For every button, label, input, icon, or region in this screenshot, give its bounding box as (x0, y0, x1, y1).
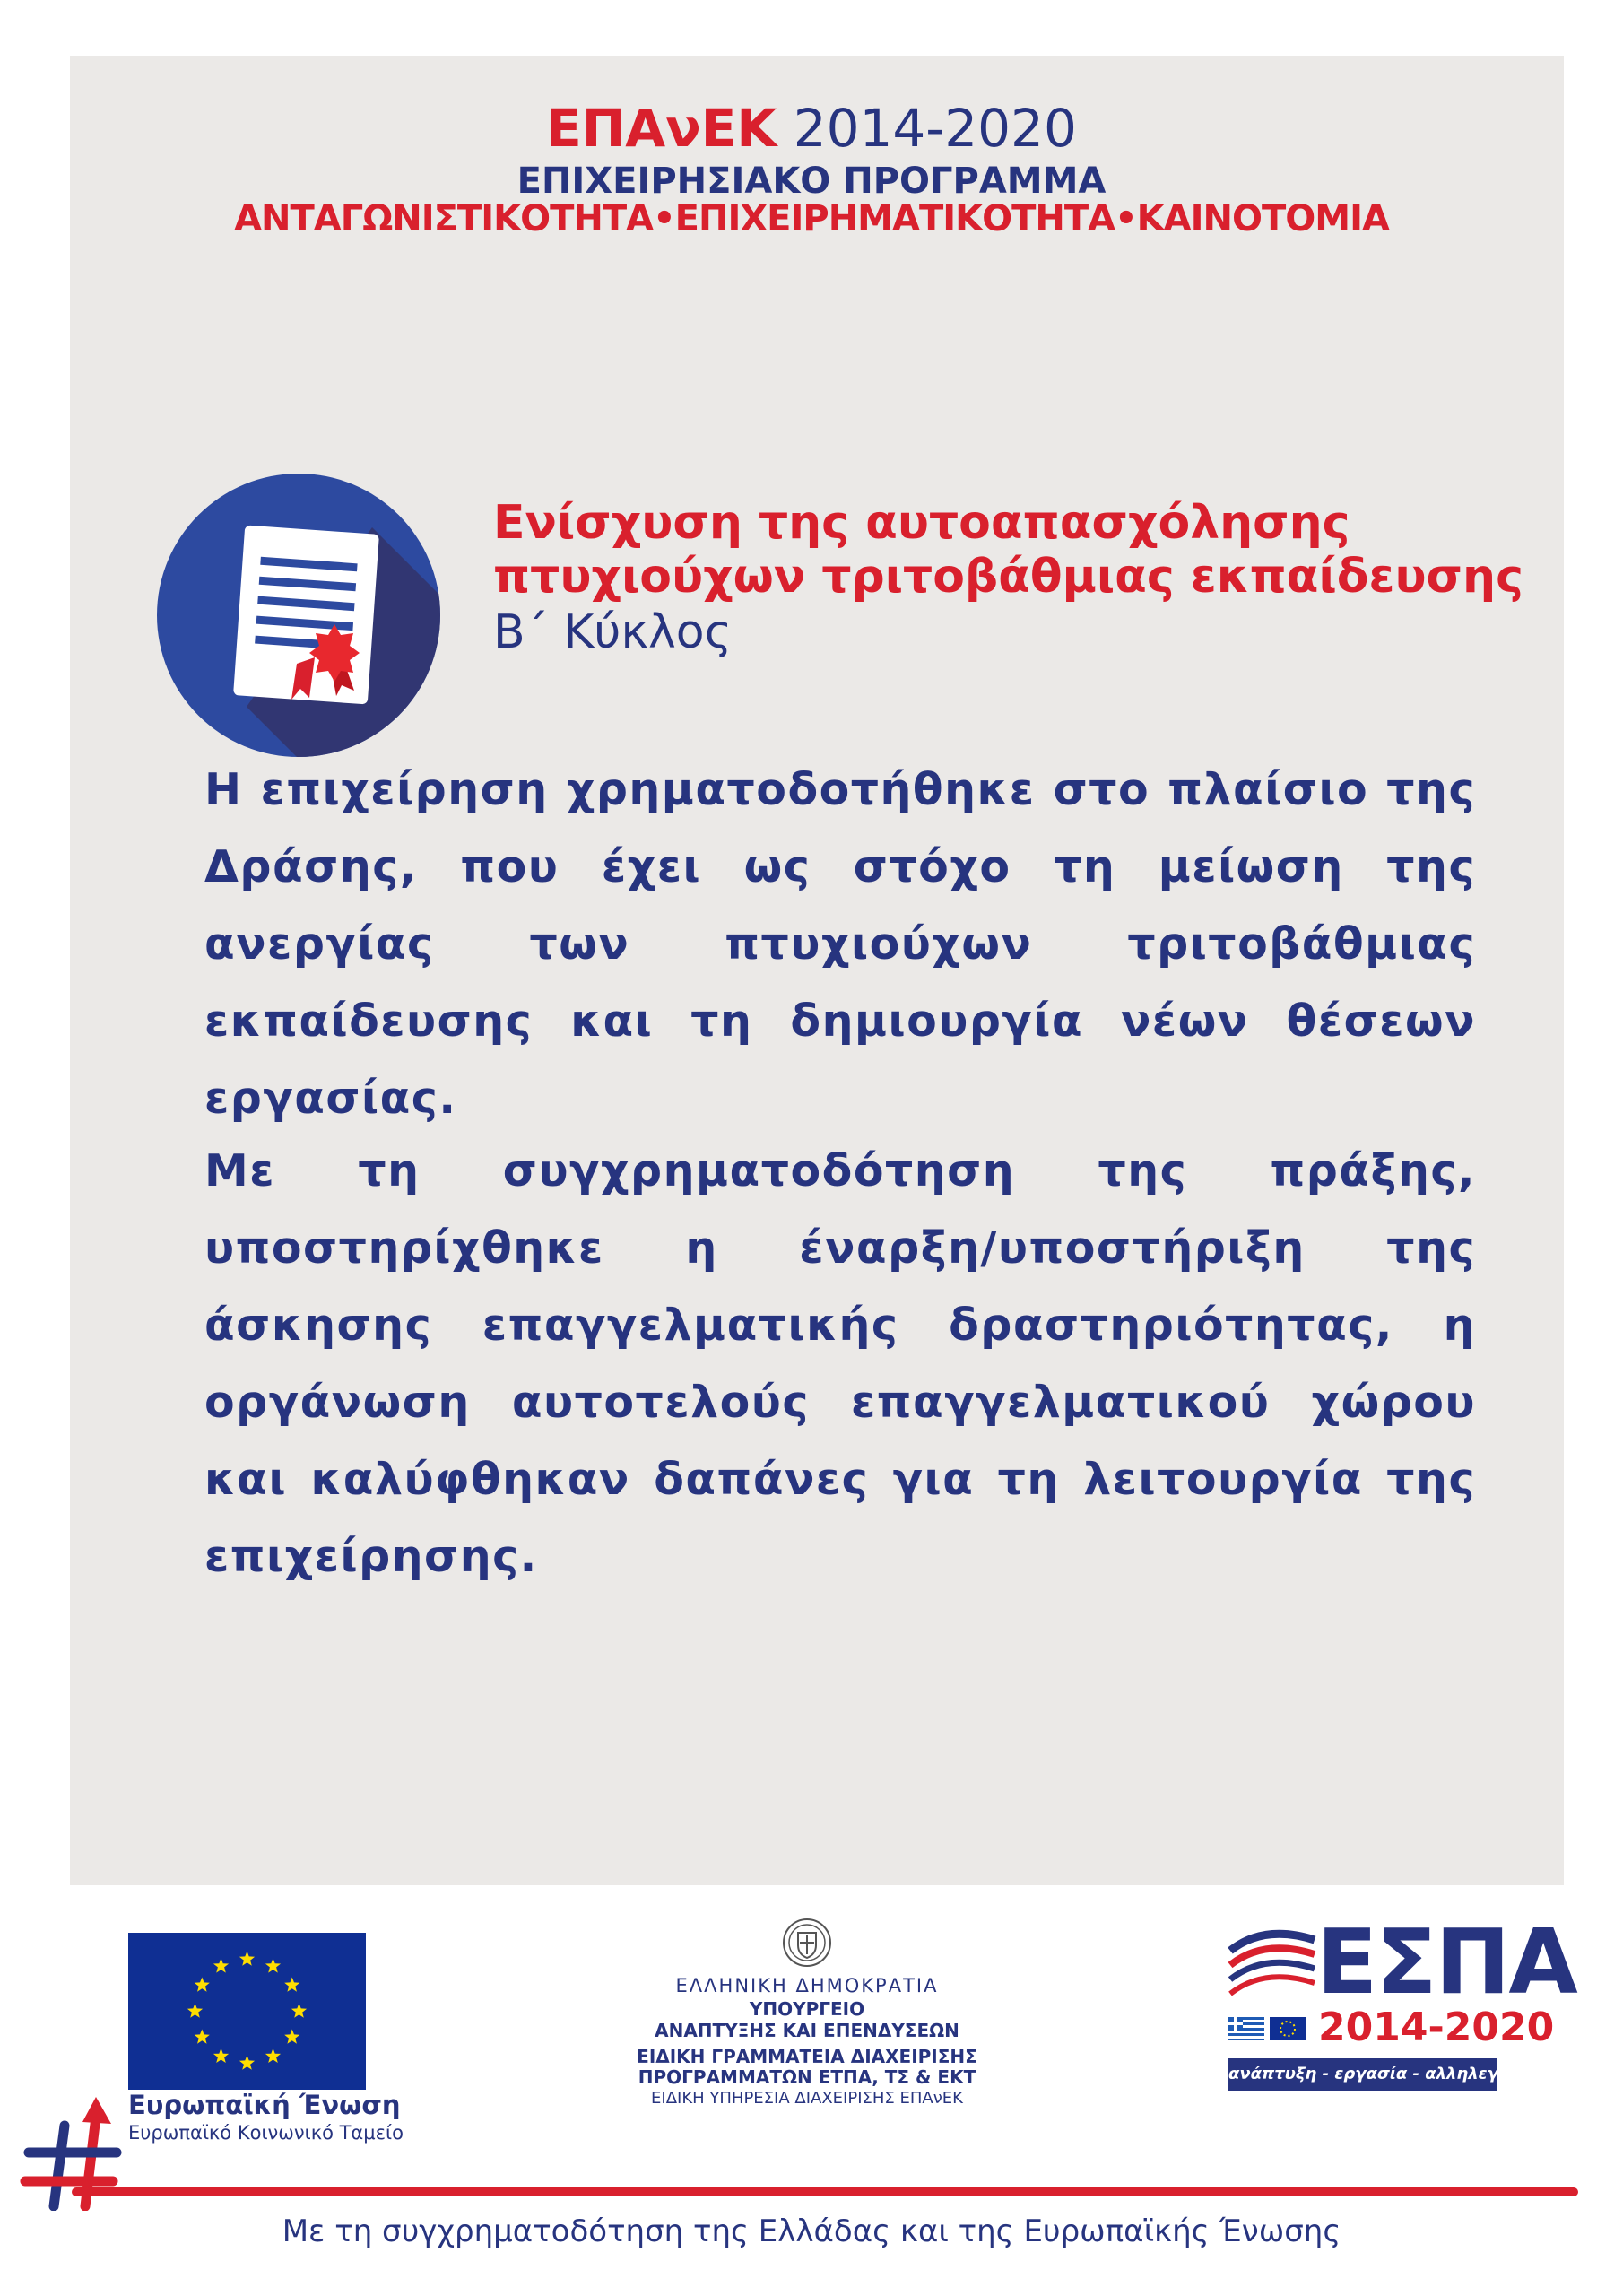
ministry-logo (574, 1915, 1040, 2109)
flags-icon (1228, 2015, 1309, 2042)
program-years: 2014-2020 (793, 98, 1077, 159)
program-brand: ΕΠΑνΕΚ (546, 98, 777, 159)
gov-line5: ΠΡΟΓΡΑΜΜΑΤΩΝ ΕΤΠΑ, ΤΣ & ΕΚΤ (638, 2066, 976, 2088)
program-subtitle: ΕΠΙΧΕΙΡΗΣΙΑΚΟ ΠΡΟΓΡΑΜΜΑ (516, 161, 1107, 202)
gov-line6: ΕΙΔΙΚΗ ΥΠΗΡΕΣΙΑ ΔΙΑΧΕΙΡΙΣΗΣ ΕΠΑνΕΚ (651, 2089, 963, 2108)
espa-years: 2014-2020 (1318, 2005, 1555, 2050)
eu-sublabel: Ευρωπαϊκό Κοινωνικό Ταμείο (128, 2122, 404, 2144)
greek-emblem-icon (781, 1915, 833, 1970)
gov-line3: ΑΝΑΠΤΥΞΗΣ ΚΑΙ ΕΠΕΝΔΥΣΕΩΝ (655, 2020, 959, 2041)
espa-slogan: ανάπτυξη - εργασία - αλληλεγγύη (1228, 2058, 1497, 2091)
action-title-line1: Ενίσχυση της αυτοαπασχόλησης (493, 496, 1350, 550)
action-title-line2: πτυχιούχων τριτοβάθμιας εκπαίδευσης (493, 550, 1523, 604)
gov-line2: ΥΠΟΥΡΓΕΙΟ (749, 1998, 865, 2020)
footer-divider (72, 2187, 1578, 2196)
body-paragraph-1: Η επιχείρηση χρηματοδοτήθηκε στο πλαίσιο της Δράσης, που έχει ως στόχο τη μείωση της ανεργίας των πτυχιούχων τριτοβάθμιας εκπαίδευσης και τη δημιουργία νέων θέσεων εργασίας. (204, 764, 1476, 1124)
certificate-icon (157, 474, 440, 757)
eu-label: Ευρωπαϊκή Ένωση (128, 2090, 401, 2120)
espa-word: ΕΣΠΑ (1316, 1909, 1576, 2014)
eu-flag-icon (128, 1933, 366, 2090)
espa-wave-icon (1228, 1924, 1318, 2005)
body-paragraph-2: Με τη συγχρηματοδότηση της πράξης, υποστηρίχθηκε η έναρξη/υποστήριξη της άσκησης επαγγελματικής δραστηριότητας, η οργάνωση αυτοτελούς επαγγελματικού χώρου και καλύφθηκαν δαπάνες για τη λειτουργία της επιχείρησης. (204, 1145, 1476, 1582)
cofunding-footer: Με τη συγχρηματοδότηση της Ελλάδας και της Ευρωπαϊκής Ένωσης (282, 2213, 1341, 2249)
espa-logo (1228, 1909, 1576, 2094)
gov-line1: ΕΛΛΗΝΙΚΗ ΔΗΜΟΚΡΑΤΙΑ (675, 1975, 939, 1996)
program-header (0, 97, 1623, 160)
action-cycle: Β΄ Κύκλος (493, 605, 733, 659)
action-title (493, 496, 1523, 661)
gov-line4: ΕΙΔΙΚΗ ΓΡΑΜΜΑΤΕΙΑ ΔΙΑΧΕΙΡΙΣΗΣ (637, 2046, 977, 2067)
program-tagline: ΑΝΤΑΓΩΝΙΣΤΙΚΟΤΗΤΑ•ΕΠΙΧΕΙΡΗΜΑΤΙΚΟΤΗΤΑ•ΚΑΙΝΟΤΟΜΙΑ (234, 198, 1389, 239)
